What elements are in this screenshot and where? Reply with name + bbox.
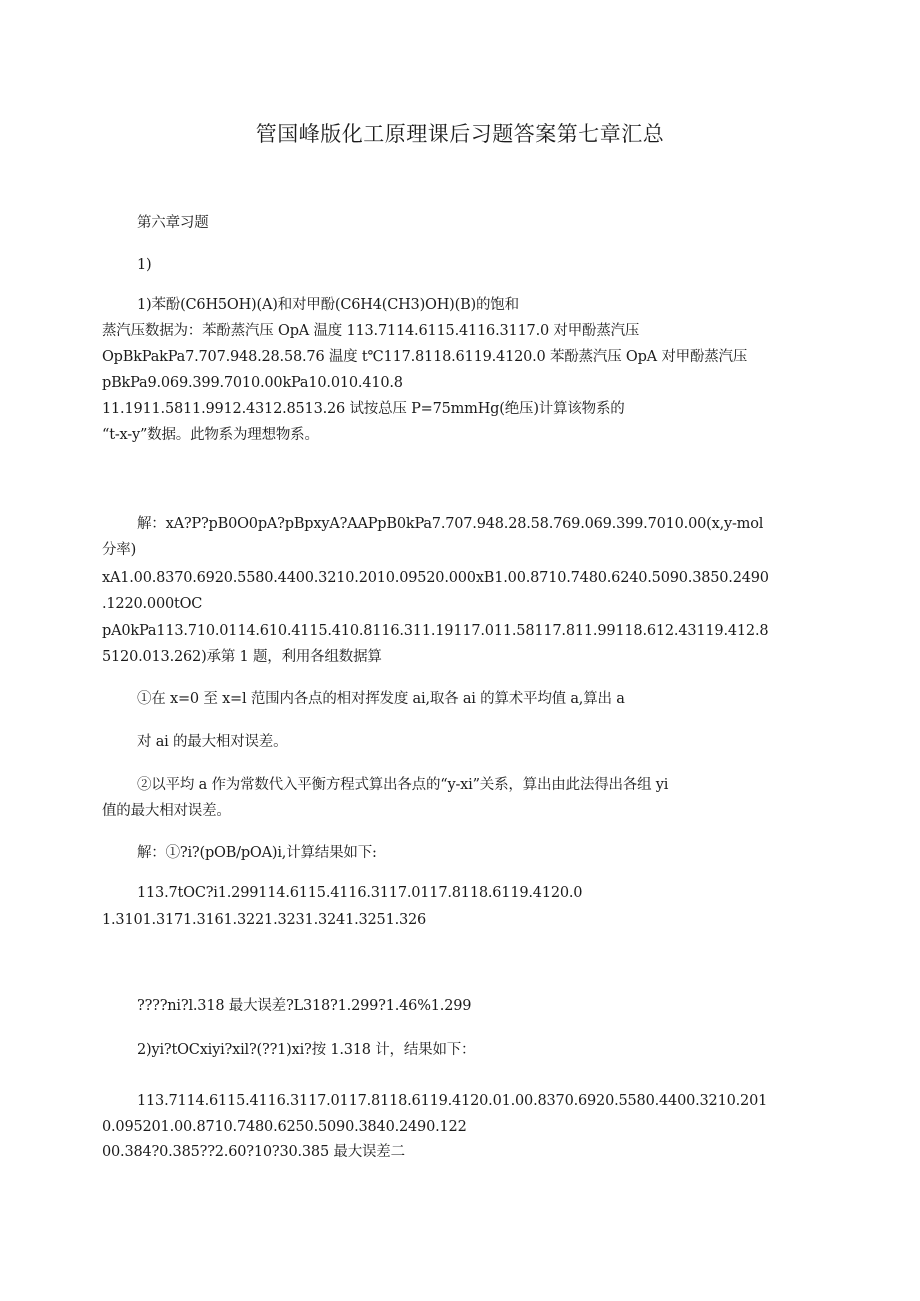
question-number: 1) xyxy=(137,257,152,273)
document-title: 管国峰版化工原理课后习题答案第七章汇总 xyxy=(255,122,665,146)
chapter-heading: 第六章习题 xyxy=(137,215,209,231)
question-line: OpBkPakPa7.707.948.28.58.76 温度 t℃117.8118.6119.4120.0 苯酚蒸汽压 OpA 对甲酚蒸汽压 xyxy=(102,349,748,365)
task-line: 对 ai 的最大相对误差。 xyxy=(137,734,288,750)
solution-line: .1220.000tOC xyxy=(102,596,203,612)
result-data-line: 113.7114.6115.4116.3117.0117.8118.6119.4120.01.00.8370.6920.5580.4400.3210.201 xyxy=(137,1093,768,1109)
solution-line: 解：xA?P?pB0O0pA?pBpxyA?AAPpB0kPa7.707.948.28.58.769.069.399.7010.00(x,y-mol xyxy=(137,516,764,532)
solution-intro: 解：①?i?(pOB/pOA)i,计算结果如下: xyxy=(137,845,377,861)
solution-line: pA0kPa113.710.0114.610.4115.410.8116.311.19117.011.58117.811.99118.612.43119.412.8 xyxy=(102,623,769,639)
solution-intro: 2)yi?tOCxiyi?xil?(??1)xi?按 1.318 计，结果如下： xyxy=(137,1042,476,1058)
question-line: “t-x-y”数据。此物系为理想物系。 xyxy=(102,427,319,443)
result-data-line: 113.7tOC?i1.299114.6115.4116.3117.0117.8118.6119.4120.0 xyxy=(137,885,583,901)
question-line: pBkPa9.069.399.7010.00kPa10.010.410.8 xyxy=(102,375,403,391)
question-line: 11.1911.5811.9912.4312.8513.26 试按总压 P=75mmHg(绝压)计算该物系的 xyxy=(102,401,625,417)
error-line: ????ni?l.318 最大误差?L318?1.299?1.46%1.299 xyxy=(137,998,472,1014)
solution-line: 分率) xyxy=(102,542,137,558)
task-line: 值的最大相对误差。 xyxy=(102,803,231,819)
task-line: ①在 x=0 至 x=l 范围内各点的相对挥发度 ai,取各 ai 的算术平均值 a,算出 a xyxy=(137,691,625,707)
solution-line: xA1.00.8370.6920.5580.4400.3210.2010.09520.000xB1.00.8710.7480.6240.5090.3850.2490 xyxy=(102,570,769,586)
task-line: ②以平均 a 作为常数代入平衡方程式算出各点的“y-xi”关系，算出由此法得出各组 yi xyxy=(137,777,669,793)
result-data-line: 0.095201.00.8710.7480.6250.5090.3840.2490.122 xyxy=(102,1119,467,1135)
question-line: 1)苯酚(C6H5OH)(A)和对甲酚(C6H4(CH3)OH)(B)的饱和 xyxy=(137,297,519,313)
question-line: 蒸汽压数据为：苯酚蒸汽压 OpA 温度 113.7114.6115.4116.3117.0 对甲酚蒸汽压 xyxy=(102,323,640,339)
result-data-line: 00.384?0.385??2.60?10?30.385 最大误差二 xyxy=(102,1144,405,1160)
result-data-line: 1.3101.3171.3161.3221.3231.3241.3251.326 xyxy=(102,912,427,928)
solution-line: 5120.013.262)承第 1 题，利用各组数据算 xyxy=(102,649,382,665)
